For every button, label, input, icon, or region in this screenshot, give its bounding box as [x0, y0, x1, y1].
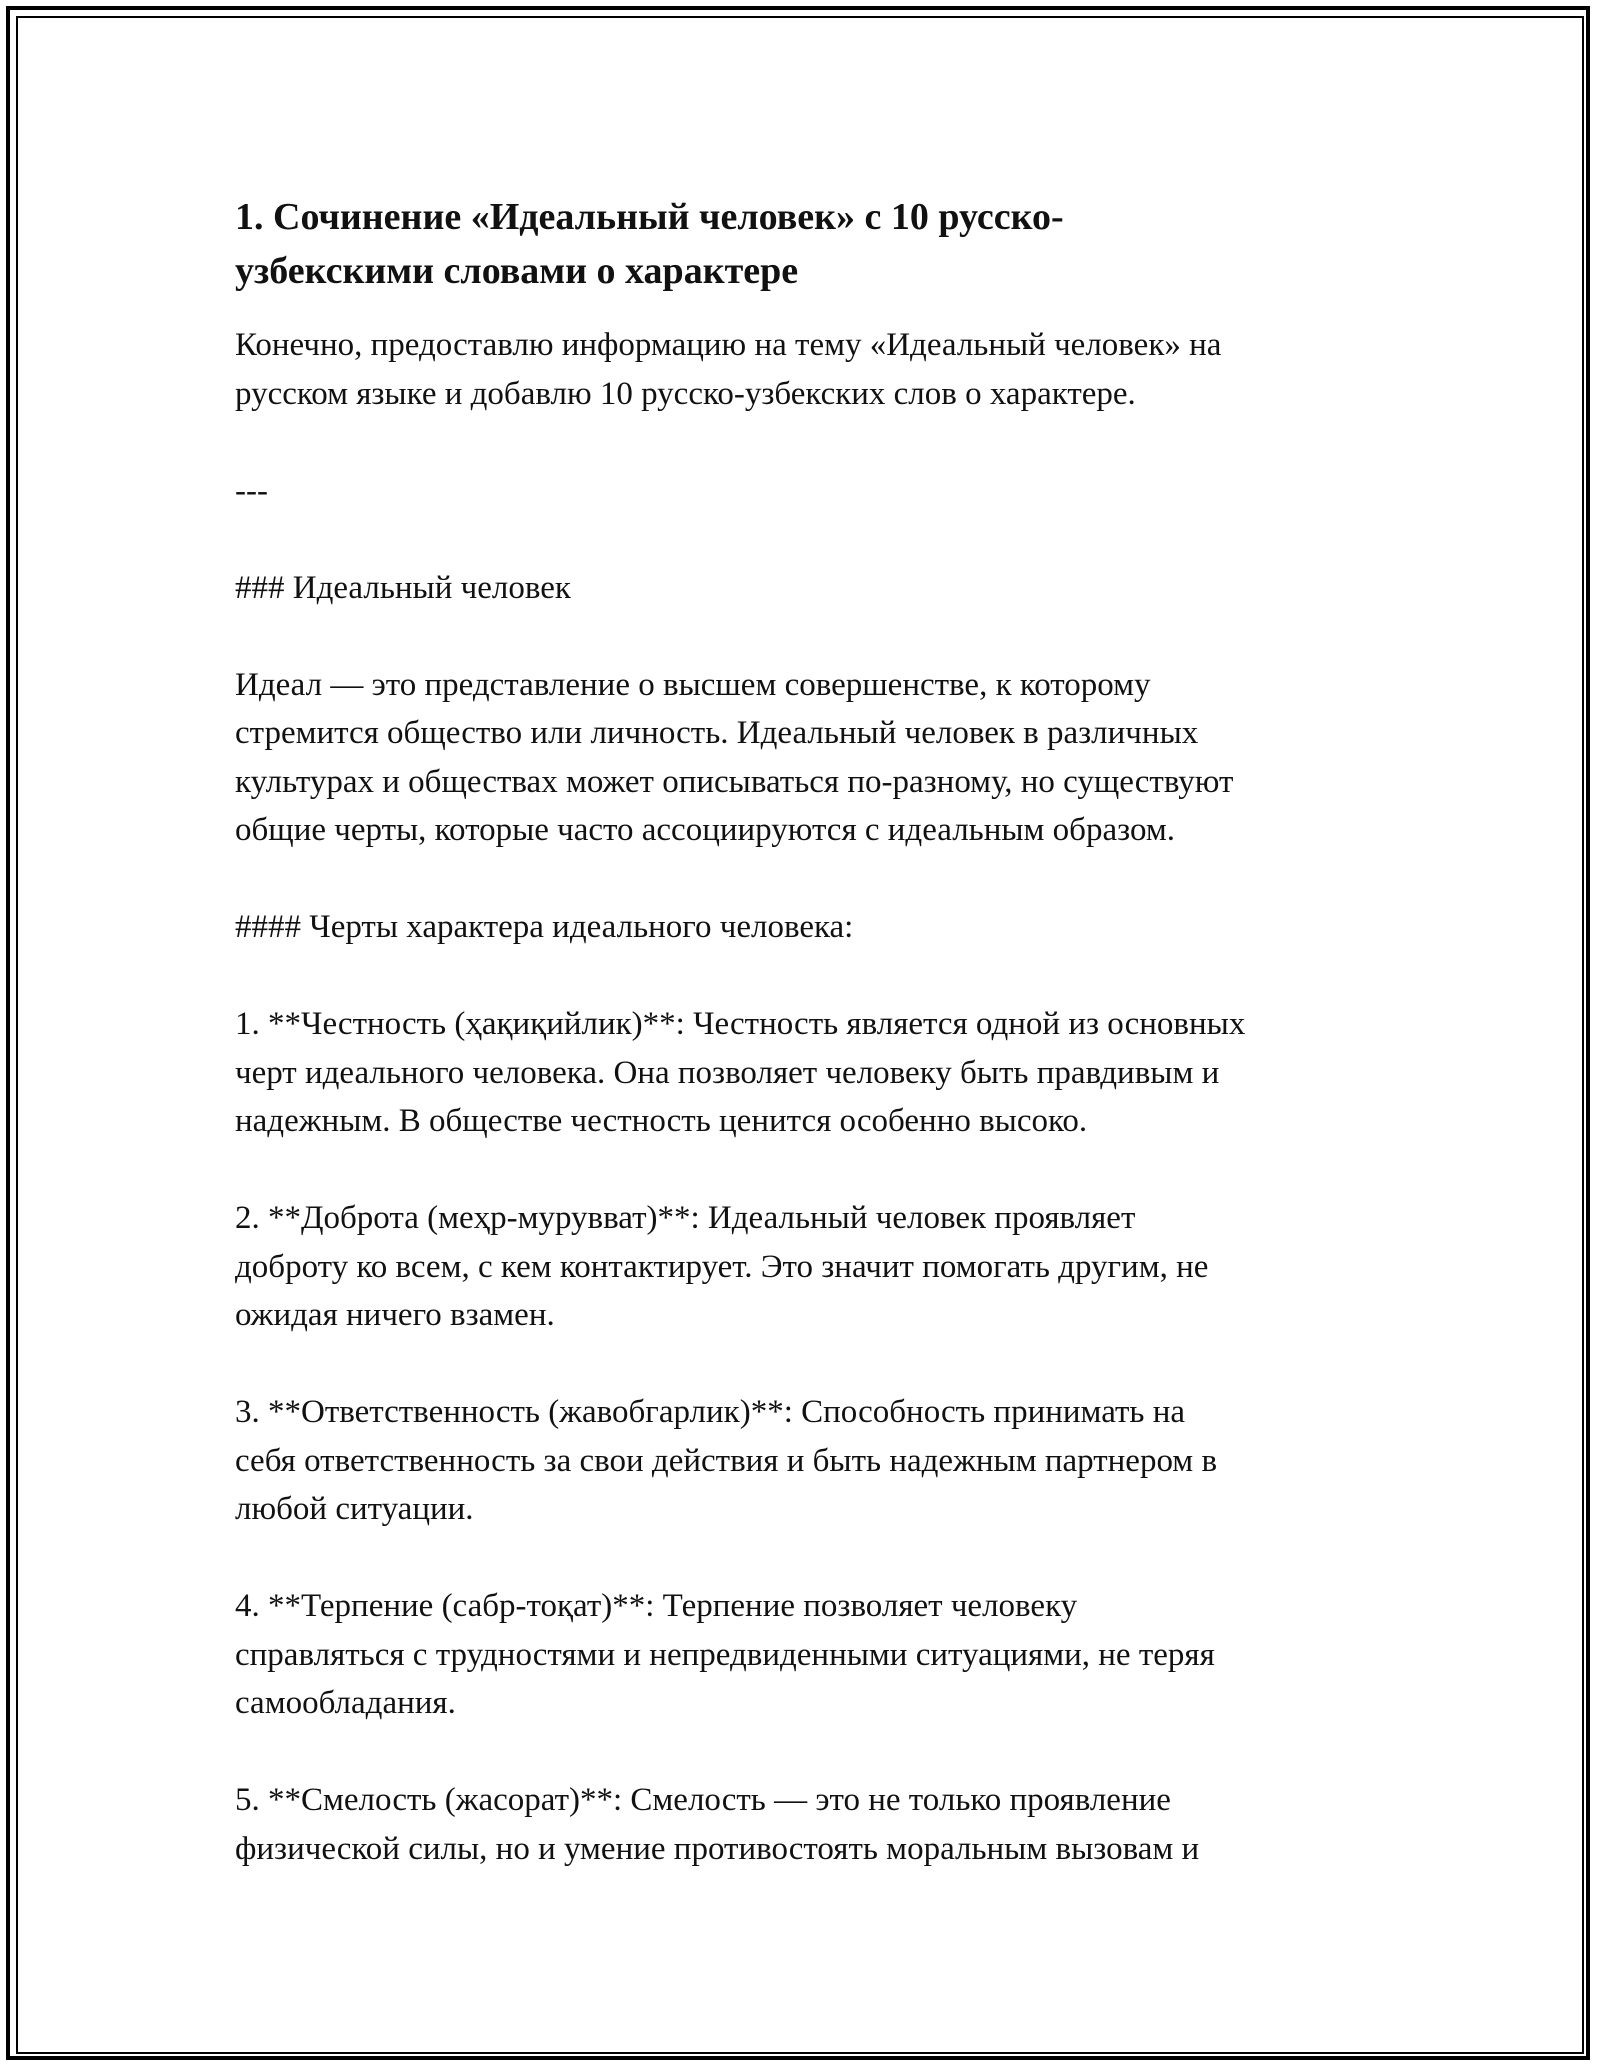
text-line: стремится общество или личность. Идеальный человек в различных	[235, 715, 1199, 751]
text-line: черт идеального человека. Она позволяет человеку быть правдивым и	[235, 1054, 1220, 1091]
text-line: физической силы, но и умение противостоять моральным вызовам и	[235, 1830, 1200, 1867]
separator-text: ---	[235, 472, 268, 509]
text-line: 3. **Ответственность (жавобгарлик)**: Способность принимать на	[235, 1394, 1186, 1430]
text-line: самообладания.	[235, 1685, 456, 1721]
intro-paragraph	[235, 321, 1375, 418]
text-line: 2. **Доброта (меҳр-мурувват)**: Идеальный человек проявляет	[235, 1200, 1136, 1236]
trait-item-honesty	[235, 1000, 1375, 1146]
text-line: 4. **Терпение (сабр-тоқат)**: Терпение позволяет человеку	[235, 1588, 1078, 1624]
separator-line	[235, 467, 1375, 516]
trait-item-kindness	[235, 1194, 1375, 1340]
text-line: ожидая ничего взамен.	[235, 1297, 555, 1333]
title-line: 1. Сочинение «Идеальный человек» с 10 русско-	[235, 196, 1064, 238]
trait-item-patience	[235, 1582, 1375, 1728]
text-line: культурах и обществах может описываться по-разному, но существуют	[235, 763, 1234, 800]
heading-text: #### Черты характера идеального человека:	[235, 909, 854, 945]
text-line: надежным. В обществе честность ценится особенно высоко.	[235, 1103, 1088, 1139]
text-line: общие черты, которые часто ассоциируются с идеальным образом.	[235, 812, 1175, 848]
document-body	[235, 190, 1375, 1922]
title-line: узбекскими словами о характере	[235, 250, 799, 292]
section-heading	[235, 564, 1375, 613]
document-title	[235, 190, 1375, 298]
subsection-heading	[235, 903, 1375, 952]
text-line: доброту ко всем, с кем контактирует. Это значит помогать другим, не	[235, 1248, 1209, 1285]
text-line: любой ситуации.	[235, 1491, 474, 1527]
text-line: Конечно, предоставлю информацию на тему «Идеальный человек» на	[235, 327, 1222, 363]
ideal-paragraph	[235, 661, 1375, 855]
text-line: себя ответственность за свои действия и быть надежным партнером в	[235, 1442, 1218, 1479]
text-line: справляться с трудностями и непредвиденными ситуациями, не теряя	[235, 1636, 1215, 1673]
text-line: русском языке и добавлю 10 русско-узбекских слов о характере.	[235, 375, 1136, 412]
trait-item-courage	[235, 1776, 1375, 1873]
heading-text: ### Идеальный человек	[235, 569, 571, 606]
text-line: 5. **Смелость (жасорат)**: Смелость — это не только проявление	[235, 1782, 1171, 1818]
trait-item-responsibility	[235, 1388, 1375, 1534]
text-line: Идеал — это представление о высшем совершенстве, к которому	[235, 666, 1151, 703]
text-line: 1. **Честность (ҳақиқийлик)**: Честность является одной из основных	[235, 1006, 1246, 1042]
